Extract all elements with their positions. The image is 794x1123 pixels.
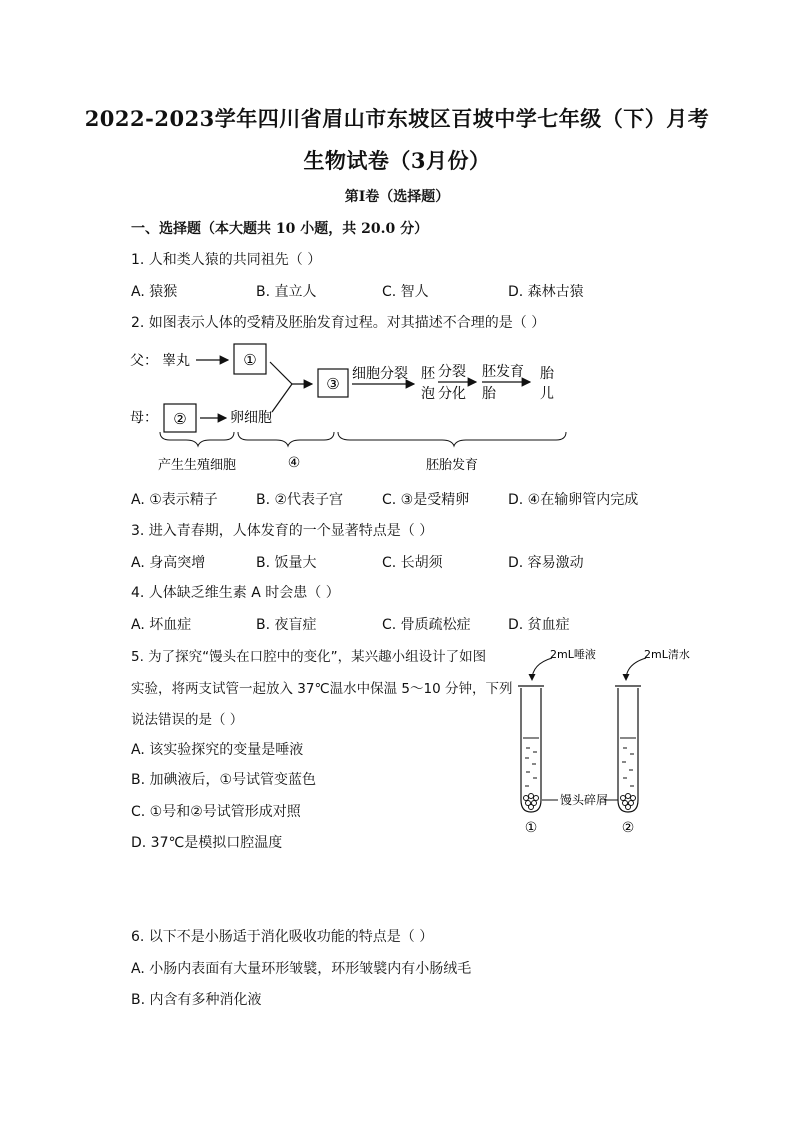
q5-option-d[interactable]: D. 37℃是模拟口腔温度 <box>131 835 283 851</box>
box-3-label: ③ <box>326 375 340 393</box>
q1-stem: 1. 人和类人猿的共同祖先（ ） <box>131 252 322 268</box>
q2-option-a[interactable]: A. ①表示精子 <box>131 492 218 508</box>
differentiate-label: 分化 <box>438 386 466 402</box>
brace-4 <box>238 432 334 446</box>
test-tube-1 <box>518 686 544 812</box>
q3-option-c[interactable]: C. 长胡须 <box>382 555 443 571</box>
q5-test-tube-diagram <box>508 640 708 840</box>
water-label: 2mL清水 <box>644 648 690 661</box>
label-4: ④ <box>287 455 301 471</box>
q6-option-b[interactable]: B. 内含有多种消化液 <box>131 992 262 1008</box>
q4-option-a[interactable]: A. 坏血症 <box>131 617 192 633</box>
tube-1-label: ① <box>524 820 538 836</box>
q5-stem-line1: 5. 为了探究“馒头在口腔中的变化”，某兴趣小组设计了如图 <box>131 649 487 665</box>
q3-option-a[interactable]: A. 身高突增 <box>131 555 206 571</box>
q5-option-a[interactable]: A. 该实验探究的变量是唾液 <box>131 742 304 758</box>
embryo-bottom: 泡 <box>421 386 435 402</box>
q2-option-c[interactable]: C. ③是受精卵 <box>382 492 470 508</box>
testis-label: 睾丸 <box>162 353 190 369</box>
father-label: 父： <box>130 353 158 369</box>
box-2-label: ② <box>173 410 187 428</box>
q4-option-d[interactable]: D. 贫血症 <box>508 617 570 633</box>
egg-label: 卵细胞 <box>230 410 272 426</box>
fetus-label-left: 胎 <box>482 386 496 402</box>
q4-option-c[interactable]: C. 骨质疏松症 <box>382 617 471 633</box>
q3-option-b[interactable]: B. 饭量大 <box>256 555 317 571</box>
fetus-bottom: 儿 <box>540 386 554 402</box>
q4-stem: 4. 人体缺乏维生素 A 时会患（ ） <box>131 585 340 601</box>
fetus-top: 胎 <box>540 366 554 382</box>
q5-option-c[interactable]: C. ①号和②号试管形成对照 <box>131 804 301 820</box>
paper-title-line1: 2022-2023学年四川省眉山市东坡区百坡中学七年级（下）月考 <box>84 106 710 131</box>
dev-label: 胚胎发育 <box>425 458 479 473</box>
split-label: 分裂 <box>438 364 466 380</box>
q1-option-d[interactable]: D. 森林古猿 <box>508 284 584 300</box>
mother-label: 母： <box>130 410 158 426</box>
section-title: 第Ⅰ卷（选择题） <box>344 189 450 205</box>
brace-produce <box>160 432 234 446</box>
q5-stem-line2: 实验，将两支试管一起放入 37℃温水中保温 5～10 分钟，下列 <box>131 681 513 697</box>
cell-division-label: 细胞分裂 <box>352 366 408 382</box>
box-1-label: ① <box>243 351 257 369</box>
q3-option-d[interactable]: D. 容易激动 <box>508 555 584 571</box>
q1-option-c[interactable]: C. 智人 <box>382 284 429 300</box>
embryo-dev-label: 胚发育 <box>482 364 524 380</box>
brace-dev <box>338 432 566 446</box>
q1-option-b[interactable]: B. 直立人 <box>256 284 317 300</box>
q4-option-b[interactable]: B. 夜盲症 <box>256 617 317 633</box>
paper-title-line2: 生物试卷（3月份） <box>303 148 491 173</box>
tube-2-label: ② <box>621 820 635 836</box>
produce-label: 产生生殖细胞 <box>158 458 237 473</box>
q1-option-a[interactable]: A. 猿猴 <box>131 284 178 300</box>
q6-option-a[interactable]: A. 小肠内表面有大量环形皱襞，环形皱襞内有小肠绒毛 <box>131 961 472 977</box>
embryo-top: 胚 <box>421 366 435 382</box>
q2-option-d[interactable]: D. ④在输卵管内完成 <box>508 492 639 508</box>
q2-stem: 2. 如图表示人体的受精及胚胎发育过程。对其描述不合理的是（ ） <box>131 315 546 331</box>
q5-option-b[interactable]: B. 加碘液后，①号试管变蓝色 <box>131 772 317 788</box>
saliva-label: 2mL唾液 <box>550 648 596 661</box>
part1-header: 一、选择题（本大题共 10 小题，共 20.0 分） <box>131 221 429 237</box>
q5-stem-line3: 说法错误的是（ ） <box>131 712 244 728</box>
q2-option-b[interactable]: B. ②代表子宫 <box>256 492 344 508</box>
bread-crumbs-label: 馒头碎屑 <box>560 793 609 807</box>
q3-stem: 3. 进入青春期，人体发育的一个显著特点是（ ） <box>131 523 434 539</box>
test-tube-2 <box>615 686 641 812</box>
q6-stem: 6. 以下不是小肠适于消化吸收功能的特点是（ ） <box>131 929 434 945</box>
q2-fertilization-diagram <box>120 336 580 478</box>
